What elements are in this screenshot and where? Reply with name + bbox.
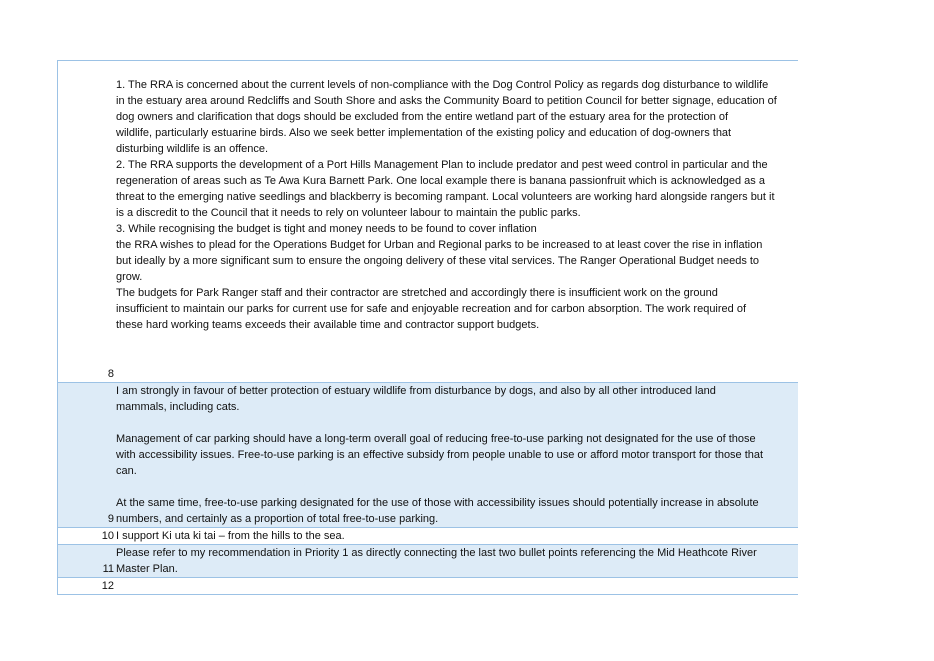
comment-line: is a discredit to the Council that it needs to rely on volunteer labour to maintain the public parks. [116, 207, 581, 219]
paragraph-gap [116, 415, 796, 431]
comment-line: with accessibility issues. Free-to-use parking is an effective subsidy from people unable to use or afford motor transport for those that [116, 449, 764, 461]
comment-line: mammals, including cats. [116, 401, 240, 413]
comment-line: threat to the emerging native seedlings and blackberry is becoming rampant. Local volunteers are working hard alongside rangers but it [116, 191, 775, 203]
comment-line: 1. The RRA is concerned about the current levels of non-compliance with the Dog Control Policy as regards dog disturbance to wildlife [116, 79, 769, 91]
row-number: 8 [107, 368, 114, 380]
comment-cell [116, 77, 796, 333]
comment-line: disturbing wildlife is an offence. [116, 143, 269, 155]
comment-line: the RRA wishes to plead for the Operations Budget for Urban and Regional parks to be increased to at least cover the rise in inflation [116, 239, 763, 251]
comment-line: numbers, and certainly as a proportion of total free-to-use parking. [116, 513, 439, 525]
comment-line: regeneration of areas such as Te Awa Kura Barnett Park. One local example there is banana passionfruit which is acknowledged as a [116, 175, 765, 187]
table-row [58, 544, 798, 577]
comment-line: I support Ki uta ki tai – from the hills to the sea. [116, 530, 345, 542]
comment-cell [116, 545, 796, 577]
row-number: 10 [101, 530, 114, 542]
comments-table [57, 60, 798, 595]
comment-cell [116, 383, 796, 527]
comment-line: dog owners and clarification that dogs should be excluded from the entire wetland part of the estuary area for the protection of [116, 111, 729, 123]
comment-cell [116, 528, 796, 544]
paragraph-gap [116, 479, 796, 495]
comment-line: The budgets for Park Ranger staff and their contractor are stretched and accordingly there is insufficient work on the ground [116, 287, 718, 299]
table-row [58, 333, 798, 382]
row-number: 9 [107, 513, 114, 525]
table-row [58, 577, 798, 594]
table-row [58, 61, 798, 333]
comment-line: Please refer to my recommendation in Priority 1 as directly connecting the last two bullet points referencing the Mid Heathcote River [116, 547, 757, 559]
comment-line: 2. The RRA supports the development of a Port Hills Management Plan to include predator and pest weed control in particular and the [116, 159, 768, 171]
comment-line: these hard working teams exceeds their available time and contractor support budgets. [116, 319, 540, 331]
comment-line: Master Plan. [116, 563, 178, 575]
comment-line: but ideally by a more significant sum to ensure the ongoing delivery of these vital services. The Ranger Operational Budget needs to [116, 255, 760, 267]
table-row [58, 527, 798, 544]
comment-line: can. [116, 465, 137, 477]
table-row [58, 382, 798, 527]
row-number: 12 [101, 580, 114, 592]
row-number: 11 [102, 563, 114, 575]
comment-line: insufficient to maintain our parks for current use for safe and enjoyable recreation and for carbon absorption. The work required of [116, 303, 747, 315]
comment-line: Management of car parking should have a long-term overall goal of reducing free-to-use parking not designated for the use of those [116, 433, 756, 445]
comment-line: grow. [116, 271, 143, 283]
comment-line: wildlife, particularly estuarine birds. Also we seek better implementation of the existing policy and education of dog-owners that [116, 127, 732, 139]
comment-line: I am strongly in favour of better protection of estuary wildlife from disturbance by dogs, and also by all other introduced land [116, 385, 716, 397]
comment-line: in the estuary area around Redcliffs and South Shore and asks the Community Board to petition Council for better signage, education of [116, 95, 777, 107]
comment-line: 3. While recognising the budget is tight and money needs to be found to cover inflation [116, 223, 537, 235]
comment-line: At the same time, free-to-use parking designated for the use of those with accessibility issues should potentially increase in absolute [116, 497, 759, 509]
